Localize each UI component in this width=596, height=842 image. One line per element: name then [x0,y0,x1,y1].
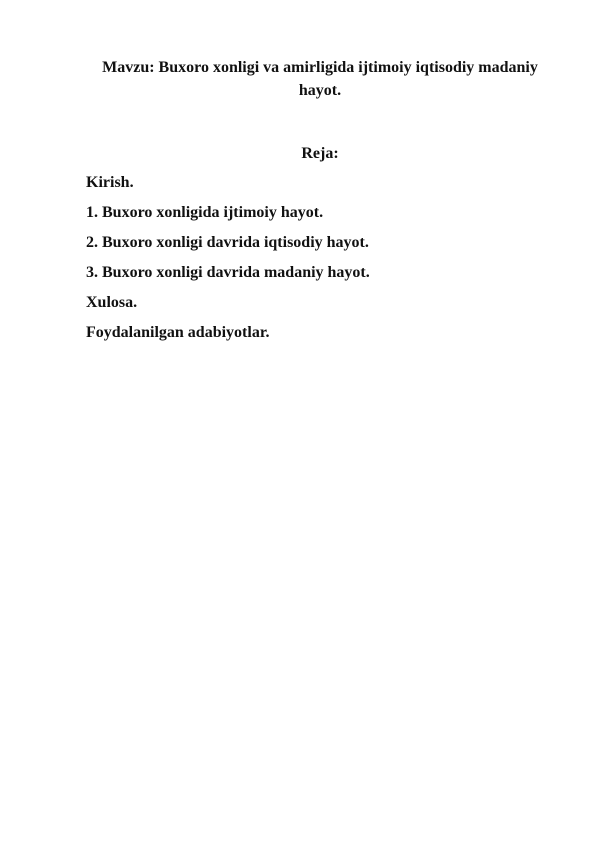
plan-item-introduction: Kirish. [86,174,134,191]
plan-item-economic-life: 2. Buxoro xonligi davrida iqtisodiy hayot. [86,234,369,251]
plan-heading: Reja: [301,145,339,162]
plan-list [86,173,370,353]
document-title: Mavzu: Buxoro xonligi va amirligida ijtimoiy iqtisodiy madaniy hayot. [102,59,538,99]
plan-item-social-life: 1. Buxoro xonligida ijtimoiy hayot. [86,204,324,221]
plan-item-conclusion: Xulosa. [86,294,138,311]
plan-item-references: Foydalanilgan adabiyotlar. [86,324,270,341]
plan-item-cultural-life: 3. Buxoro xonligi davrida madaniy hayot. [86,264,370,281]
